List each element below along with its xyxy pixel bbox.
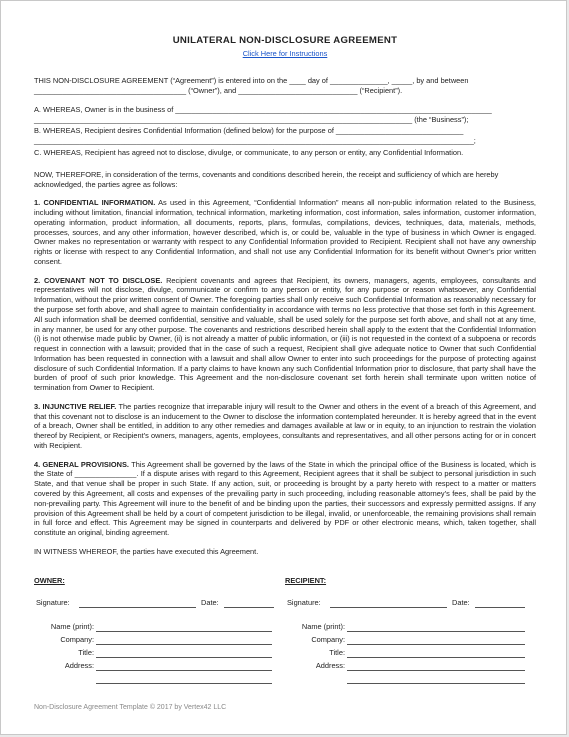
recipient-company-label: Company: xyxy=(311,634,345,644)
owner-name-row xyxy=(34,622,274,634)
owner-company-label: Company: xyxy=(60,634,94,644)
owner-date-field[interactable] xyxy=(224,598,274,608)
owner-date-label: Date: xyxy=(201,597,219,607)
owner-name-field[interactable] xyxy=(96,622,272,632)
owner-address-field-2[interactable] xyxy=(96,674,272,684)
intro-line-2: _____________________________________ (“Owner”), and _____________________________ (“Recipient”). xyxy=(34,86,403,96)
owner-title-row xyxy=(34,648,274,660)
recipient-title-field[interactable] xyxy=(347,648,525,658)
section-1-body: As used in this Agreement, “Confidential Information” means all non-public information related to the Business, including without limitation, financial information, technical information, marketing information, cost information, sales information, customer information, operating information, product information, all documents, reports, plans, formulas, compilations, devices, techniques, data, materials, methods, processes, sources, and any other information, however described, which is, or could be, valuable in the type of business in which Owner is engaged. Owner makes no representation or warranty with respect to any Confidential Information provided to Recipient. Recipient shall not have any ownership rights or license with respect to any Confidential Information, and shall not use any Confidential Information for its benefit without Owner’s prior written consent. xyxy=(34,198,536,266)
whereas-b: B. WHEREAS, Recipient desires Confidential Information (defined below) for the purpose of _______________________________ xyxy=(34,126,464,136)
whereas-b-cont: ___________________________________________________________________________________________________________; xyxy=(34,136,476,146)
recipient-title-label: Title: xyxy=(329,647,345,657)
recipient-address-row xyxy=(285,661,535,673)
section-confidential-information xyxy=(34,198,536,266)
recipient-signature-row xyxy=(285,598,535,610)
owner-signature-label: Signature: xyxy=(36,597,70,607)
document-title: UNILATERAL NON-DISCLOSURE AGREEMENT xyxy=(172,35,398,46)
owner-signature-field[interactable] xyxy=(79,598,196,608)
section-injunctive-relief xyxy=(34,402,536,451)
owner-address-row-2 xyxy=(34,674,274,686)
recipient-address-field-2[interactable] xyxy=(347,674,525,684)
section-1-heading: 1. CONFIDENTIAL INFORMATION. xyxy=(34,198,156,208)
section-2-heading: 2. COVENANT NOT TO DISCLOSE. xyxy=(34,275,163,285)
section-3-body: The parties recognize that irreparable injury will result to the Owner and others in the event of a breach of this Agreement, and that this covenant not to disclose is an inducement to the Owner to disclose the information contemplated hereunder. It is hereby agreed that in the event of a breach, Owner shall be entitled, in addition to any other remedies and damages available at law or in equity, to an injunction to restrain the violation thereof by Recipient, or Recipient’s owners, managers, agents, employees, consultants and representatives, and all other persons acting for or in concert with Recipient. xyxy=(34,401,536,450)
recipient-company-row xyxy=(285,635,535,647)
recipient-address-row-2 xyxy=(285,674,535,686)
section-4-heading: 4. GENERAL PROVISIONS. xyxy=(34,459,129,469)
intro-line-1: THIS NON-DISCLOSURE AGREEMENT (“Agreement”) is entered into on the ____ day of ______________, _____, by and between xyxy=(34,76,469,86)
section-3-heading: 3. INJUNCTIVE RELIEF. xyxy=(34,401,117,411)
owner-address-label: Address: xyxy=(64,660,94,670)
recipient-date-label: Date: xyxy=(452,597,470,607)
owner-signature-row xyxy=(34,598,274,610)
section-covenant xyxy=(34,276,536,393)
now-therefore: NOW, THEREFORE, in consideration of the terms, covenants and conditions described herein, the receipt and sufficiency of which are hereby acknowledged, the parties agree as follows: xyxy=(34,169,499,189)
recipient-address-field[interactable] xyxy=(347,661,525,671)
owner-title-label: Title: xyxy=(78,647,94,657)
recipient-address-label: Address: xyxy=(315,660,345,670)
recipient-date-field[interactable] xyxy=(475,598,525,608)
recipient-signature-label: Signature: xyxy=(287,597,321,607)
owner-signature-block xyxy=(34,576,274,694)
recipient-signature-block xyxy=(285,576,535,694)
recipient-name-row xyxy=(285,622,535,634)
owner-name-label: Name (print): xyxy=(50,621,94,631)
recipient-title-row xyxy=(285,648,535,660)
owner-company-field[interactable] xyxy=(96,635,272,645)
witness-line: IN WITNESS WHEREOF, the parties have executed this Agreement. xyxy=(34,546,259,556)
section-2-body: Recipient covenants and agrees that Recipient, its owners, managers, agents, employees, consultants and representatives will not disclose, divulge, communicate or confirm to any person or entity, for any purpose or reason whatsoever, any Confidential Information, without the prior written consent of Owner. The foregoing parties shall only receive such Confidential Information as reasonably necessary for the purpose set forth above, and shall agree to maintain confidentiality in accordance with terms no less protective that those set forth in this Agreement. All such information shall be deemed confidential, sensitive and valuable, shall be used solely for the purpose set forth above, and shall not at any time, in any manner, be used for any other purpose. The covenants and restrictions described herein shall apply to the extent that the Confidential Information (i) is not otherwise made public by Owner, (ii) is not already a matter of public information, or (iii) is not requested in the context of a subpoena or records request in connection with a lawsuit; provided that in the case of such a request, Recipient shall give adequate notice to Owner that such Confidential Information has been requested in connection with a lawsuit and shall allow Owner to enter into such proceedings for the purpose of protecting against disclosure of such Confidential Information. If a party claims to have known any such Confidential Information prior to disclosure, that party shall have the burden of proof of such prior knowledge. This Agreement and the non-disclosure covenant set forth herein shall terminate upon written notice of termination from Owner to Recipient. xyxy=(34,275,536,393)
instructions-link[interactable]: Click Here for Instructions xyxy=(242,48,328,58)
whereas-a-cont: ____________________________________________________________________________________________ (the “Business”); xyxy=(34,114,469,124)
owner-address-field[interactable] xyxy=(96,661,272,671)
section-general-provisions xyxy=(34,460,536,538)
whereas-c: C. WHEREAS, Recipient has agreed not to disclose, divulge, or communicate, to any person or entity, any Confidential Information. xyxy=(34,148,464,158)
recipient-company-field[interactable] xyxy=(347,635,525,645)
owner-company-row xyxy=(34,635,274,647)
whereas-a: A. WHEREAS, Owner is in the business of _____________________________________________________________________________ xyxy=(34,104,492,114)
recipient-signature-field[interactable] xyxy=(330,598,447,608)
owner-address-row xyxy=(34,661,274,673)
recipient-heading: RECIPIENT: xyxy=(285,576,327,585)
owner-title-field[interactable] xyxy=(96,648,272,658)
recipient-name-field[interactable] xyxy=(347,622,525,632)
section-4-body: This Agreement shall be governed by the laws of the State in which the principal office of the Business is located, which is the State of _______________. If a dispute arises with regard to this Agreement, Recipient agrees that it shall be subject to personal jurisdiction in such State, and that venue shall be proper in such State. If any action, suit, or proceeding is brought by a party hereto with respect to a matter or matters covered by this Agreement, all costs and expenses of the prevailing party in such proceeding, including reasonable attorney’s fees, shall be paid by the non-prevailing party. This Agreement will inure to the benefit of and be binding upon the parties, their successors and expressly permitted assigns. If any provision of this Agreement shall be held by a court of competent jurisdiction to be illegal, invalid, or unenforceable, the remaining provisions shall remain in full force and effect. This Agreement may be signed in counterparts and delivered by PDF or other electronic means, which, taken together, shall constitute an original, binding agreement. xyxy=(34,459,536,538)
document-body xyxy=(34,35,536,557)
footer-copyright: Non-Disclosure Agreement Template © 2017 by Vertex42 LLC xyxy=(34,703,227,711)
owner-heading: OWNER: xyxy=(34,576,65,585)
recipient-name-label: Name (print): xyxy=(301,621,345,631)
